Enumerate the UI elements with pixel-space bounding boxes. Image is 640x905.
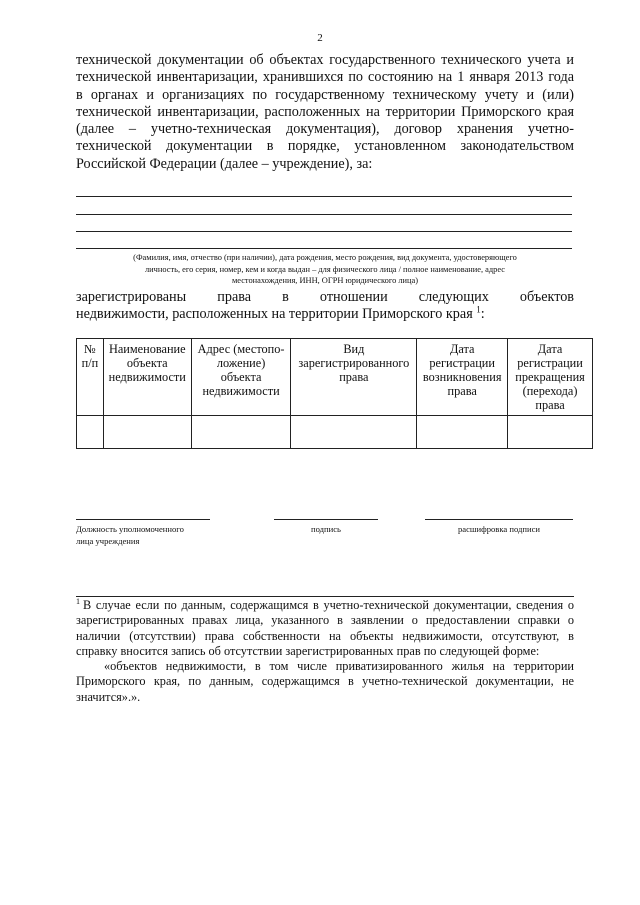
footnote-reference: 1 [476,304,481,315]
position-label: Должность уполномоченного лица учреждения [76,524,184,546]
table-header-row [77,339,593,416]
footnote [76,598,574,705]
rights-colon: : [480,306,485,323]
caption-line: (Фамилия, имя, отчество (при наличии), дата рождения, место рождения, вид документа, удостоверяющего [133,253,517,262]
table-cell[interactable] [103,416,191,449]
header-registration-end: Дата регистрации прекращения (перехода) права [508,339,593,416]
footnote-separator [256,596,574,597]
header-registration-start: Дата регистрации возникновения права [417,339,508,416]
intro-line: Российской Федерации (далее – учреждение), за: [76,155,373,172]
intro-line: (далее – учетно-техническая документация), договор хранения учетно- [76,121,574,138]
table-cell[interactable] [191,416,291,449]
footnote-quote-line: «объектов недвижимости, в том числе приватизированного жилья на территории [104,659,574,674]
footnote-line: зарегистрированных правах лица, указанного в заявлении о предоставлении справки о [76,613,574,628]
intro-line: в органах и организациях по государственному техническому учету и (или) [76,86,574,103]
footnote-separator [76,596,256,597]
decode-label: расшифровка подписи [457,524,540,534]
intro-line: технической документации об объектах государственного технического учета и [76,52,574,68]
fill-in-line[interactable] [76,248,572,249]
signature-line[interactable] [274,519,378,520]
table-cell[interactable] [77,416,104,449]
page-number: 2 [317,32,323,44]
caption-line: личность, его серия, номер, кем и когда выдан – для физического лица / полное наименование, адрес [145,264,505,274]
rights-line-2 [76,306,574,323]
footnote-line: справку вносится запись об отсутствии зарегистрированных прав по следующей форме: [76,643,540,658]
table-row [77,416,593,449]
footnote-quote-line: значится».». [76,689,141,704]
fill-in-line[interactable] [76,196,572,197]
position-signature-line[interactable] [76,519,210,520]
decode-signature-line[interactable] [425,519,573,520]
intro-paragraph [76,52,574,173]
header-right-type: Вид зарегистрированного права [291,339,417,416]
header-number: № п/п [77,339,104,416]
table-cell[interactable] [508,416,593,449]
footnote-mark: 1 [76,596,80,606]
rights-line-text: недвижимости, расположенных на территории Приморского края [76,306,473,323]
fill-in-line[interactable] [76,231,572,232]
footnote-quote-line: Приморского края, по данным, содержащимся в учетно-технической документации, не [76,674,574,689]
table-cell[interactable] [291,416,417,449]
fill-in-caption [76,252,574,287]
header-object-name: Наименование объекта недвижимости [103,339,191,416]
rights-line: зарегистрированы права в отношении следующих объектов [76,289,574,305]
header-address: Адрес (местопо- ложение) объекта недвижимости [191,339,291,416]
rights-paragraph [76,289,574,324]
rights-table [76,338,593,449]
intro-line: технической инвентаризации, хранившихся по состоянию на 1 января 2013 года [76,69,574,86]
signature-label: подпись [311,524,341,534]
caption-line: местонахождения, ИНН, ОГРН юридического лица) [231,276,419,285]
intro-line: технической инвентаризации, расположенных на территории Приморского края [76,103,574,120]
footnote-line: $^1$ В случае если по данным, содержащимся в учетно-технической документации, сведения о [76,596,574,612]
table-cell[interactable] [417,416,508,449]
intro-line: технической документации в порядке, установленном законодательством [76,138,574,155]
fill-in-line[interactable] [76,214,572,215]
footnote-line: наличии (отсутствии) права собственности на объекты недвижимости, отсутствуют, в [76,628,574,643]
